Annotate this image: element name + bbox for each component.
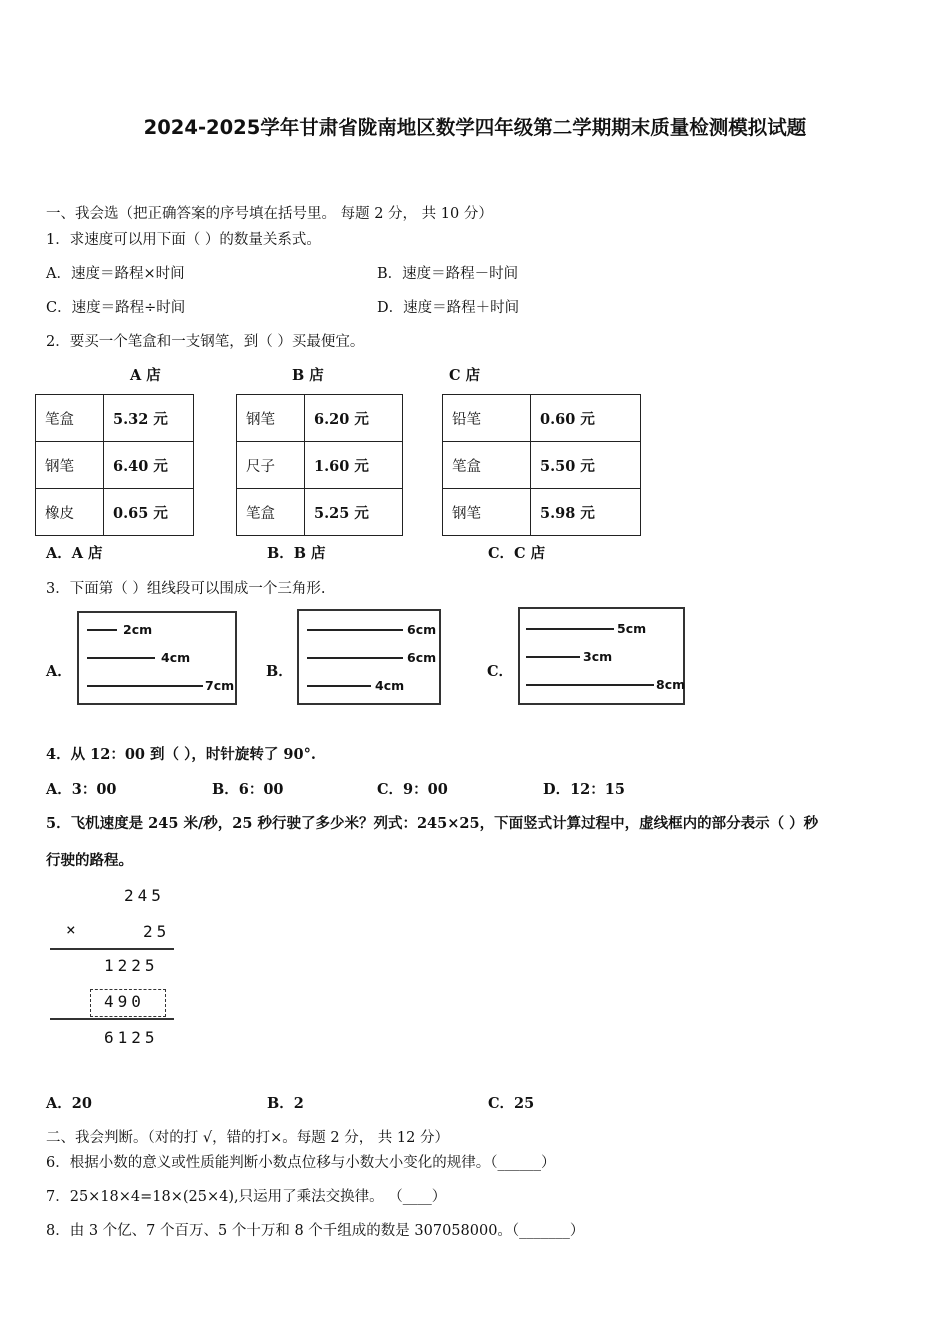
table-row <box>36 395 194 442</box>
segment-label: 8cm <box>656 677 686 692</box>
q3-label-c: C． <box>487 663 514 680</box>
segment-line <box>526 684 654 686</box>
calc-rule <box>50 1018 174 1020</box>
item-name: 笔盒 <box>36 395 104 442</box>
table-row <box>443 442 641 489</box>
q6-stem: 6．根据小数的意义或性质能判断小数点位移与小数大小变化的规律。（______） <box>46 1155 556 1171</box>
q2-option-c: C．C 店 <box>488 545 546 562</box>
shop-a-table <box>35 394 194 536</box>
item-name: 铅笔 <box>443 395 531 442</box>
segment-line <box>307 629 403 631</box>
q7-stem: 7．25×18×4=18×(25×4),只运用了乘法交换律。 （____） <box>46 1189 447 1205</box>
segment-label: 6cm <box>407 622 437 637</box>
segment-line <box>526 656 580 658</box>
calc-rule <box>50 948 174 950</box>
item-name: 钢笔 <box>36 442 104 489</box>
item-price: 5.98 元 <box>531 489 641 536</box>
q1-stem: 1．求速度可以用下面（ ）的数量关系式。 <box>46 232 321 248</box>
q5-stem-line1: 5．飞机速度是 245 米/秒，25 秒行驶了多少米？列式：245×25，下面竖式计算过程中，虚线框内的部分表示（ ）秒 <box>46 815 819 832</box>
q1-option-d: D．速度＝路程＋时间 <box>377 300 520 316</box>
segment-line <box>307 657 403 659</box>
table-row <box>237 395 403 442</box>
segment-line <box>307 685 371 687</box>
item-name: 笔盒 <box>237 489 305 536</box>
shop-b-name: B 店 <box>292 367 324 384</box>
item-price: 0.65 元 <box>104 489 194 536</box>
segment-line <box>87 685 203 687</box>
item-price: 5.32 元 <box>104 395 194 442</box>
table-row <box>237 442 403 489</box>
calc-partial-1: 1225 <box>104 956 159 975</box>
q4-option-c: C．9：00 <box>377 781 448 798</box>
table-row <box>36 489 194 536</box>
q5-option-c: C．25 <box>488 1095 535 1112</box>
shop-c-table <box>442 394 641 536</box>
segment-line <box>526 628 614 630</box>
q4-option-a: A．3：00 <box>46 781 117 798</box>
q8-stem: 8．由 3 个亿、7 个百万、5 个十万和 8 个千组成的数是 307058000。（_______） <box>46 1223 585 1239</box>
q4-stem: 4．从 12：00 到（ ），时针旋转了 90°. <box>46 746 316 763</box>
section-1-header: 一、我会选（把正确答案的序号填在括号里。 每题 2 分， 共 10 分） <box>46 206 493 222</box>
section-2-header: 二、我会判断。（对的打 √，错的打×。每题 2 分， 共 12 分） <box>46 1130 449 1146</box>
calc-multiplicand: 245 <box>124 886 165 905</box>
item-name: 钢笔 <box>237 395 305 442</box>
item-price: 0.60 元 <box>531 395 641 442</box>
table-row <box>237 489 403 536</box>
segment-label: 6cm <box>407 650 437 665</box>
calc-multiplier: 25 <box>143 922 171 941</box>
item-price: 1.60 元 <box>305 442 403 489</box>
q1-option-c: C．速度＝路程÷时间 <box>46 300 186 316</box>
segment-group-a <box>77 611 237 705</box>
segment-label: 4cm <box>161 650 191 665</box>
q2-option-a: A．A 店 <box>46 545 103 562</box>
segment-label: 5cm <box>617 621 647 636</box>
item-name: 钢笔 <box>443 489 531 536</box>
table-row <box>443 395 641 442</box>
item-name: 尺子 <box>237 442 305 489</box>
item-price: 5.25 元 <box>305 489 403 536</box>
table-row <box>36 442 194 489</box>
q5-option-a: A．20 <box>46 1095 92 1112</box>
q3-stem: 3．下面第（ ）组线段可以围成一个三角形. <box>46 581 326 597</box>
segment-label: 4cm <box>375 678 405 693</box>
segment-line <box>87 657 155 659</box>
item-name: 橡皮 <box>36 489 104 536</box>
shop-b-table <box>236 394 403 536</box>
q2-stem: 2．要买一个笔盒和一支钢笔，到（ ）买最便宜。 <box>46 334 365 350</box>
item-price: 5.50 元 <box>531 442 641 489</box>
shop-a-name: A 店 <box>130 367 161 384</box>
q2-option-b: B．B 店 <box>267 545 326 562</box>
item-price: 6.20 元 <box>305 395 403 442</box>
segment-line <box>87 629 117 631</box>
q1-option-a: A．速度＝路程×时间 <box>46 266 185 282</box>
table-row <box>443 489 641 536</box>
q5-option-b: B．2 <box>267 1095 304 1112</box>
segment-label: 2cm <box>123 622 153 637</box>
segment-group-b <box>297 609 441 705</box>
q4-option-b: B．6：00 <box>212 781 284 798</box>
segment-label: 3cm <box>583 649 613 664</box>
q5-stem-line2: 行驶的路程。 <box>46 852 133 869</box>
shop-c-name: C 店 <box>449 367 481 384</box>
item-name: 笔盒 <box>443 442 531 489</box>
page-title: 2024-2025学年甘肃省陇南地区数学四年级第二学期期末质量检测模拟试题 <box>143 116 807 139</box>
q3-label-a: A． <box>46 663 72 680</box>
calc-sign: × <box>66 920 80 939</box>
q3-label-b: B． <box>266 663 293 680</box>
calc-partial-2: 490 <box>104 992 145 1011</box>
q4-option-d: D．12：15 <box>543 781 625 798</box>
segment-group-c <box>518 607 685 705</box>
calc-result: 6125 <box>104 1028 159 1047</box>
segment-label: 7cm <box>205 678 235 693</box>
q1-option-b: B．速度＝路程－时间 <box>377 266 519 282</box>
item-price: 6.40 元 <box>104 442 194 489</box>
